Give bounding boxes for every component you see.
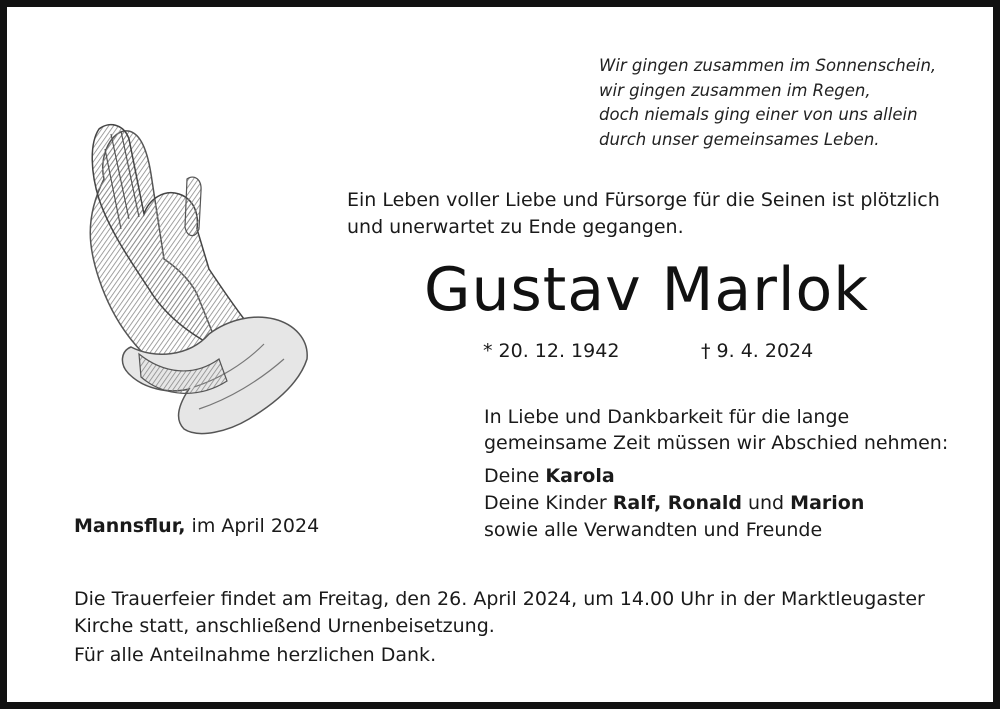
place-date-text: im April 2024: [185, 515, 320, 537]
poem-line: doch niemals ging einer von uns allein: [599, 105, 918, 124]
poem-line: durch unser gemeinsames Leben.: [599, 129, 880, 149]
poem-line: Wir gingen zusammen im Sonnenschein,: [599, 56, 937, 75]
death-date: † 9. 4. 2024: [701, 340, 814, 362]
place-date: [74, 515, 319, 537]
thanks-line: gemeinsame Zeit müssen wir Abschied nehmen:: [484, 432, 949, 454]
closing-text: Für alle Anteilnahme herzlichen Dank.: [74, 644, 437, 666]
mourner-line-relatives: sowie alle Verwandten und Freunde: [484, 519, 823, 541]
poem: [599, 54, 936, 152]
thanks-text: [484, 404, 948, 456]
poem-line: wir gingen zusammen im Regen,: [599, 80, 871, 100]
mourner-name: Marion: [790, 492, 865, 514]
funeral-line: Die Trauerfeier findet am Freitag, den 26. April 2024, um 14.00 Uhr in der Marktleugaster: [74, 588, 925, 610]
mourner-conjunction: und: [741, 492, 791, 514]
mourners-list: [484, 463, 864, 544]
mourner-name: Karola: [545, 465, 615, 487]
mourner-name: Ralf, Ronald: [612, 492, 742, 514]
mourner-line-spouse: [484, 463, 864, 490]
thanks-line: In Liebe und Dankbarkeit für die lange: [484, 406, 850, 428]
place-town: Mannsflur,: [74, 515, 186, 537]
intro-line: Ein Leben voller Liebe und Fürsorge für die Seinen ist plötzlich: [347, 189, 940, 211]
mourner-prefix: Deine Kinder: [484, 492, 613, 514]
intro-text: [347, 187, 940, 240]
intro-line: und unerwartet zu Ende gegangen.: [347, 215, 684, 238]
praying-hands-icon: [69, 119, 314, 459]
deceased-name: Gustav Marlok: [424, 255, 869, 325]
funeral-info: [74, 586, 925, 639]
funeral-line: Kirche statt, anschließend Urnenbeisetzung.: [74, 614, 495, 637]
birth-date: * 20. 12. 1942: [483, 340, 620, 362]
mourner-line-children: [484, 490, 864, 517]
mourner-prefix: Deine: [484, 465, 546, 487]
